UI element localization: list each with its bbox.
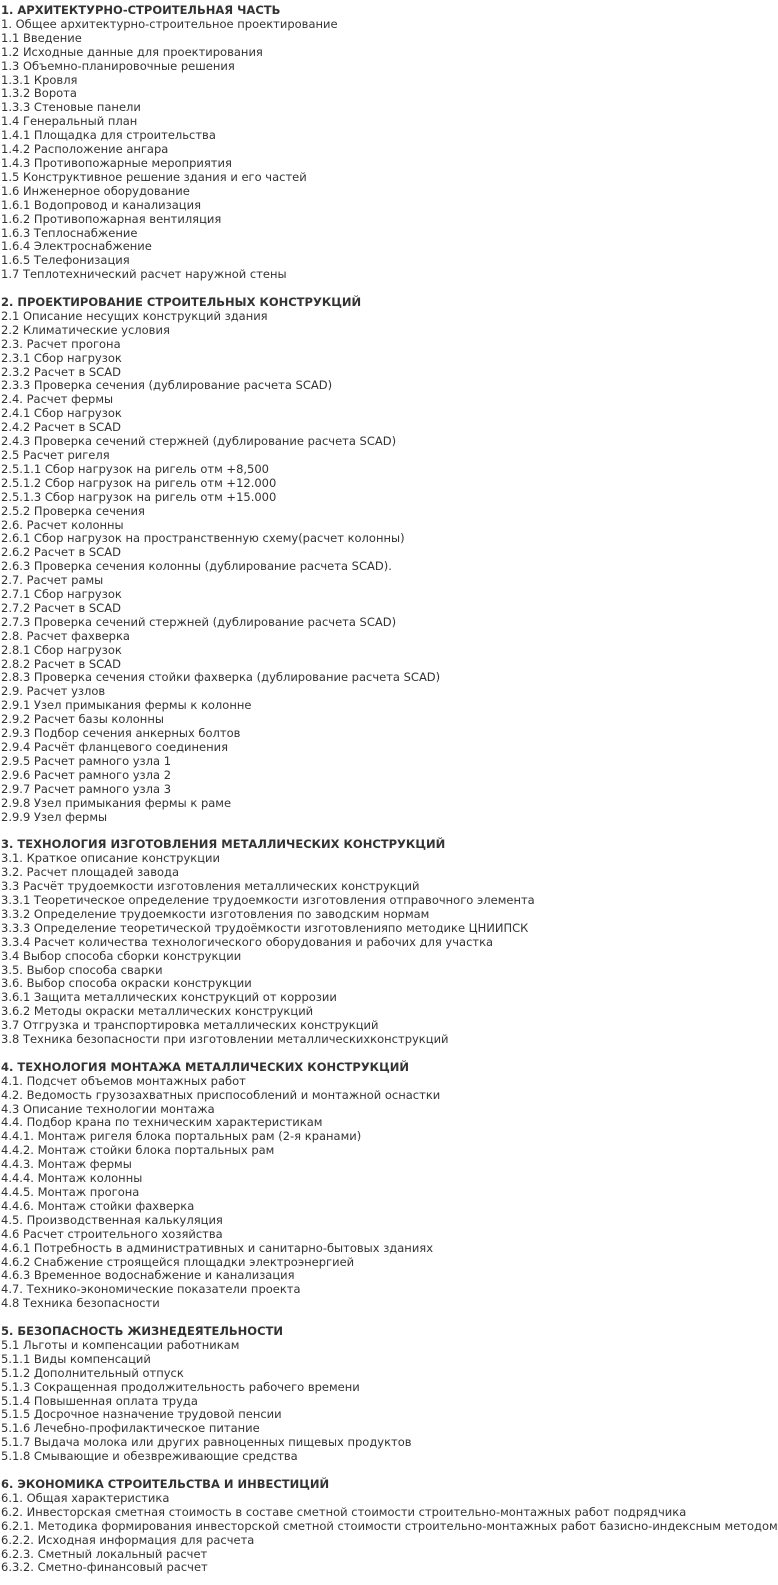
toc-item: 3.3 Расчёт трудоемкости изготовления металлических конструкций — [1, 879, 420, 894]
toc-item: 2.9.2 Расчет базы колонны — [1, 712, 164, 727]
toc-item: 1.6.5 Телефонизация — [1, 253, 130, 268]
toc-item: 2.1 Описание несущих конструкций здания — [1, 308, 268, 323]
toc-item: 1.6.2 Противопожарная вентиляция — [1, 211, 222, 226]
toc-item: 6.2.1. Методика формирования инвесторской сметной стоимости строительно-монтажных работ базисно-индексным методом — [1, 1518, 778, 1533]
toc-item: 2.3. Расчет прогона — [1, 336, 121, 351]
toc-item: 1.1 Введение — [1, 30, 82, 45]
toc-item: 4.4. Подбор крана по техническим характеристикам — [1, 1115, 323, 1130]
toc-item: 3.2. Расчет площадей завода — [1, 865, 180, 880]
toc-item: 2.7.3 Проверка сечений стержней (дублирование расчета SCAD) — [1, 614, 397, 629]
toc-item: 1.2 Исходные данные для проектирования — [1, 44, 263, 59]
toc-item: 1.4 Генеральный план — [1, 114, 138, 129]
toc-item: 4.4.6. Монтаж стойки фахверка — [1, 1198, 195, 1213]
toc-item: 5.1.8 Смывающие и обезвреживающие средства — [1, 1449, 298, 1464]
toc-item: 3.4 Выбор способа сборки конструкции — [1, 948, 242, 963]
toc-item: 2.9.9 Узел фермы — [1, 809, 108, 824]
toc-item: 4.1. Подсчет объемов монтажных работ — [1, 1073, 246, 1088]
toc-item: 1.5 Конструктивное решение здания и его частей — [1, 169, 307, 184]
toc-item: 1.6.3 Теплоснабжение — [1, 225, 138, 240]
toc-item: 5.1.2 Дополнительный отпуск — [1, 1365, 184, 1380]
toc-item: 3.3.4 Расчет количества технологического оборудования и рабочих для участка — [1, 934, 494, 949]
toc-item: 5.1.4 Повышенная оплата труда — [1, 1393, 198, 1408]
toc-item: 2.9.8 Узел примыкания фермы к раме — [1, 795, 232, 810]
toc-item: 2.8.2 Расчет в SCAD — [1, 656, 121, 671]
toc-item: 2.5 Расчет ригеля — [1, 447, 110, 462]
toc-item: 5.1 Льготы и компенсации работникам — [1, 1337, 240, 1352]
toc-item: 2.9.1 Узел примыкания фермы к колонне — [1, 698, 252, 713]
toc-item: 2.7.1 Сбор нагрузок — [1, 587, 122, 602]
toc-item: 3.3.3 Определение теоретической трудоёмкости изготовленияпо методике ЦНИИПСК — [1, 920, 529, 935]
toc-item: 3.7 Отгрузка и транспортировка металлических конструкций — [1, 1018, 379, 1033]
toc-item: 5.1.3 Сокращенная продолжительность рабочего времени — [1, 1379, 360, 1394]
toc-item: 2.9. Расчет узлов — [1, 684, 106, 699]
toc-item: 4.4.1. Монтаж ригеля блока портальных рам (2-я кранами) — [1, 1129, 362, 1144]
toc-item: 2.2 Климатические условия — [1, 322, 170, 337]
toc-item: 1.4.2 Расположение ангара — [1, 142, 169, 157]
toc-item: 2.4.2 Расчет в SCAD — [1, 420, 121, 435]
section-heading: 4. ТЕХНОЛОГИЯ МОНТАЖА МЕТАЛЛИЧЕСКИХ КОНСТРУКЦИЙ — [1, 1059, 410, 1074]
toc-item: 1.3 Объемно-планировочные решения — [1, 58, 235, 73]
toc-item: 4.4.5. Монтаж прогона — [1, 1184, 140, 1199]
toc-section — [1, 4, 700, 282]
toc-item: 6.2. Инвесторская сметная стоимость в составе сметной стоимости строительно-монтажных работ подрядчика — [1, 1504, 687, 1519]
toc-item: 5.1.5 Досрочное назначение трудовой пенсии — [1, 1407, 282, 1422]
toc-item: 1.6.1 Водопровод и канализация — [1, 197, 201, 212]
toc-item: 3.3.2 Определение трудоемкости изготовления по заводским нормам — [1, 906, 430, 921]
toc-section — [1, 838, 700, 1047]
toc-section — [1, 1061, 700, 1311]
toc-item: 1.3.3 Стеновые панели — [1, 100, 141, 115]
toc-item: 1.6.4 Электроснабжение — [1, 239, 152, 254]
toc-item: 2.5.1.1 Сбор нагрузок на ригель отм +8,500 — [1, 461, 269, 476]
toc-item: 6.1. Общая характеристика — [1, 1490, 170, 1505]
toc-item: 6.2.3. Сметный локальный расчет — [1, 1546, 208, 1561]
toc-item: 1.4.1 Площадка для строительства — [1, 128, 216, 143]
section-heading: 3. ТЕХНОЛОГИЯ ИЗГОТОВЛЕНИЯ МЕТАЛЛИЧЕСКИХ КОНСТРУКЦИЙ — [1, 837, 446, 852]
toc-item: 2.6.3 Проверка сечения колонны (дублирование расчета SCAD). — [1, 559, 392, 574]
toc-item: 2.8.1 Сбор нагрузок — [1, 642, 122, 657]
toc-item: 1.7 Теплотехнический расчет наружной стены — [1, 267, 287, 282]
toc-item: 1.4.3 Противопожарные мероприятия — [1, 155, 232, 170]
toc-item: 4.6.1 Потребность в административных и санитарно-бытовых зданиях — [1, 1240, 434, 1255]
toc-item: 3.3.1 Теоретическое определение трудоемкости изготовления отправочного элемента — [1, 892, 535, 907]
toc-item: 4.3 Описание технологии монтажа — [1, 1101, 215, 1116]
toc-item: 3.5. Выбор способа сварки — [1, 962, 163, 977]
toc-item: 2.5.1.3 Сбор нагрузок на ригель отм +15.000 — [1, 489, 277, 504]
toc-item: 4.2. Ведомость грузозахватных приспособлений и монтажной оснастки — [1, 1087, 441, 1102]
toc-item: 2.8. Расчет фахверка — [1, 628, 130, 643]
section-heading: 1. АРХИТЕКТУРНО-СТРОИТЕЛЬНАЯ ЧАСТЬ — [1, 3, 281, 17]
toc-item: 4.8 Техника безопасности — [1, 1296, 160, 1311]
toc-item: 2.7.2 Расчет в SCAD — [1, 600, 121, 615]
toc-item: 2.4.1 Сбор нагрузок — [1, 406, 122, 421]
toc-item: 6.3.2. Сметно-финансовый расчет — [1, 1560, 208, 1575]
toc-item: 3.6. Выбор способа окраски конструкции — [1, 976, 252, 991]
toc-item: 2.9.3 Подбор сечения анкерных болтов — [1, 726, 241, 741]
toc-item: 4.4.3. Монтаж фермы — [1, 1157, 132, 1172]
toc-item: 2.5.2 Проверка сечения — [1, 503, 145, 518]
toc-section — [1, 296, 700, 824]
toc-item: 1.3.1 Кровля — [1, 72, 78, 87]
toc-item: 2.9.6 Расчет рамного узла 2 — [1, 767, 172, 782]
toc-item: 2.9.5 Расчет рамного узла 1 — [1, 753, 172, 768]
toc-item: 1. Общее архитектурно-строительное проектирование — [1, 16, 338, 31]
section-heading: 5. БЕЗОПАСНОСТЬ ЖИЗНЕДЕЯТЕЛЬНОСТИ — [1, 1324, 283, 1339]
toc-item: 2.8.3 Проверка сечения стойки фахверка (дублирование расчета SCAD) — [1, 670, 441, 685]
toc-item: 2.6.1 Сбор нагрузок на пространственную схему(расчет колонны) — [1, 531, 405, 546]
toc-item: 1.3.2 Ворота — [1, 86, 77, 101]
toc-item: 2.6. Расчет колонны — [1, 517, 124, 532]
toc-item: 2.3.1 Сбор нагрузок — [1, 350, 122, 365]
toc-item: 2.4. Расчет фермы — [1, 392, 114, 407]
toc-item: 2.6.2 Расчет в SCAD — [1, 545, 121, 560]
toc-item: 2.9.7 Расчет рамного узла 3 — [1, 781, 172, 796]
toc-item: 4.4.2. Монтаж стойки блока портальных рам — [1, 1143, 275, 1158]
toc-item: 2.3.3 Проверка сечения (дублирование расчета SCAD) — [1, 378, 333, 393]
section-heading: 2. ПРОЕКТИРОВАНИЕ СТРОИТЕЛЬНЫХ КОНСТРУКЦИЙ — [1, 295, 362, 310]
toc-item: 2.5.1.2 Сбор нагрузок на ригель отм +12.000 — [1, 475, 277, 490]
toc-item: 5.1.7 Выдача молока или других равноценных пищевых продуктов — [1, 1435, 412, 1450]
toc-item: 3.1. Краткое описание конструкции — [1, 851, 220, 866]
toc-item: 5.1.6 Лечебно-профилактическое питание — [1, 1421, 260, 1436]
toc-item: 2.7. Расчет рамы — [1, 573, 104, 588]
toc-item: 2.9.4 Расчёт фланцевого соединения — [1, 740, 229, 755]
toc-item: 4.5. Производственная калькуляция — [1, 1212, 223, 1227]
toc-item: 3.6.2 Методы окраски металлических конструкций — [1, 1004, 314, 1019]
toc-item: 3.6.1 Защита металлических конструкций от коррозии — [1, 990, 337, 1005]
toc-item: 1.6 Инженерное оборудование — [1, 183, 190, 198]
toc-item: 4.6.2 Снабжение строящейся площадки электроэнергией — [1, 1254, 355, 1269]
toc-item: 2.4.3 Проверка сечений стержней (дублирование расчета SCAD) — [1, 434, 397, 449]
toc-item: 5.1.1 Виды компенсаций — [1, 1351, 151, 1366]
toc-item: 4.6 Расчет строительного хозяйства — [1, 1226, 223, 1241]
toc-section — [1, 1325, 700, 1464]
toc-section — [1, 1476, 778, 1575]
toc-item: 4.6.3 Временное водоснабжение и канализация — [1, 1268, 295, 1283]
toc-item: 4.7. Технико-экономические показатели проекта — [1, 1282, 301, 1297]
toc-item: 4.4.4. Монтаж колонны — [1, 1171, 143, 1186]
toc-item: 2.3.2 Расчет в SCAD — [1, 364, 121, 379]
toc-item: 6.2.2. Исходная информация для расчета — [1, 1532, 255, 1547]
section-heading: 6. ЭКОНОМИКА СТРОИТЕЛЬСТВА И ИНВЕСТИЦИЙ — [1, 1476, 330, 1491]
toc-item: 3.8 Техника безопасности при изготовлении металлическихконструкций — [1, 1032, 449, 1047]
